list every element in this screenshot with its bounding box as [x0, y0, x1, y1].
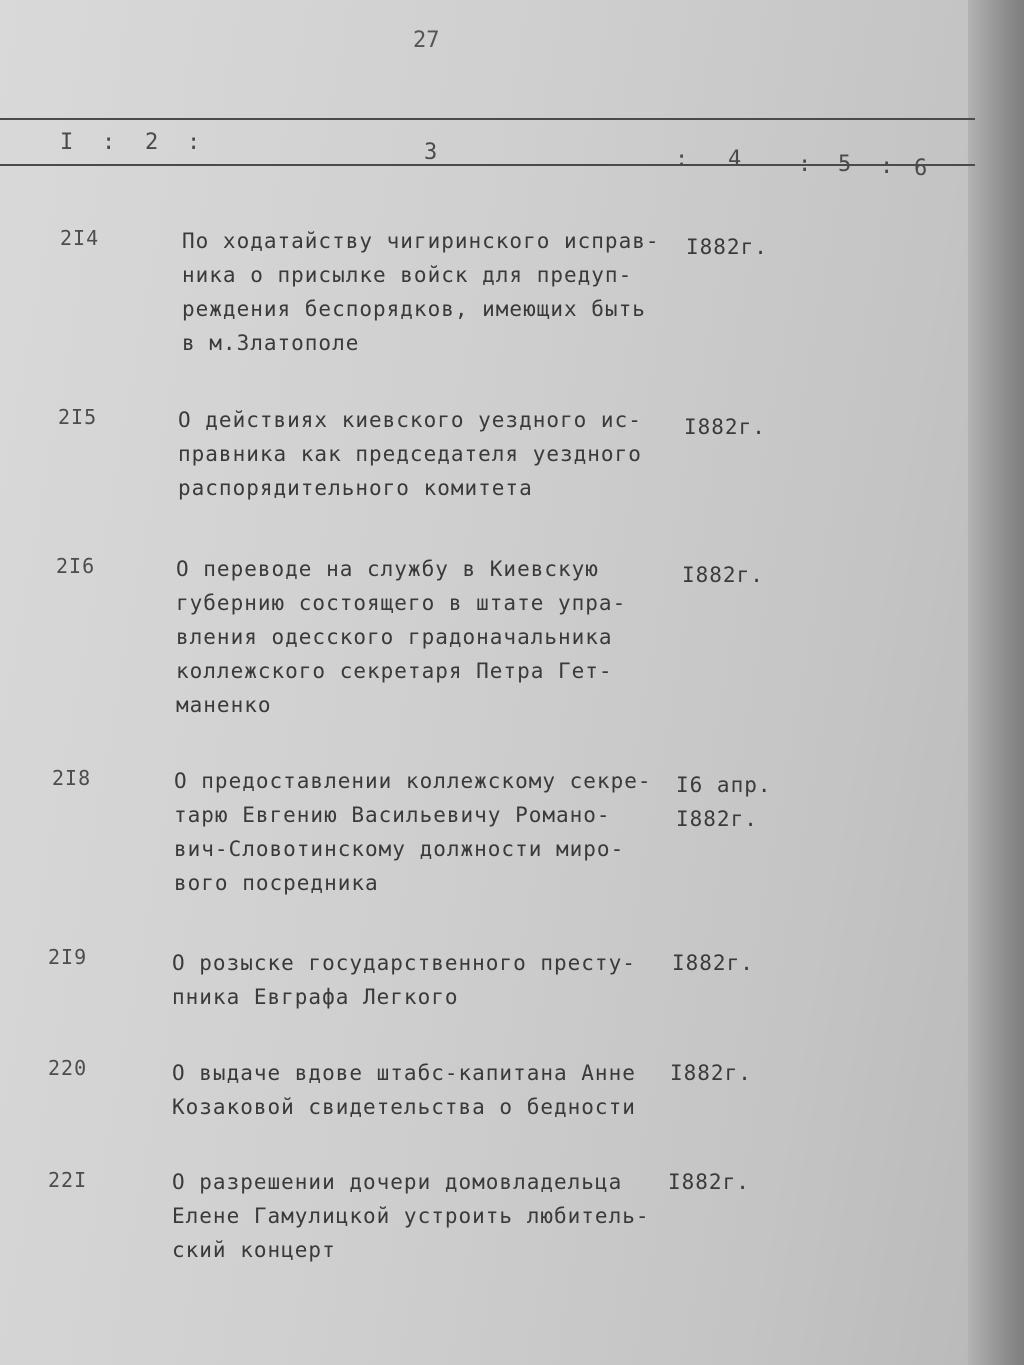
- entry-number: 22I: [48, 1168, 88, 1192]
- entry-date: I6 апр. I882г.: [676, 773, 772, 831]
- entry-number: 220: [48, 1056, 88, 1080]
- entry-number: 2I8: [52, 766, 92, 790]
- entry-number: 2I5: [58, 405, 98, 429]
- column-header-3: 3: [424, 140, 438, 165]
- column-header-6: 6: [914, 156, 928, 181]
- entry-number: 2I6: [56, 554, 96, 578]
- column-header-separator: :: [880, 154, 894, 179]
- entry-number: 2I4: [60, 226, 100, 250]
- entry-title: О разрешении дочери домовладельца Елене Гамулицкой устроить любитель- ский концерт: [172, 1170, 650, 1262]
- entry-title: О переводе на службу в Киевскую губернию состоящего в штате упра- вления одесского градоначальника коллежского секретаря Петра Гет- маненко: [176, 557, 627, 717]
- entry-title: О розыске государственного престу- пника Евграфа Легкого: [172, 951, 636, 1009]
- entry-title: О предоставлении коллежскому секре- тарю Евгению Васильевичу Романо- вич-Словотинскому должности миро- вого посредника: [174, 769, 652, 895]
- entry-date: I882г.: [670, 1061, 752, 1085]
- header-rule-bottom: [0, 164, 975, 166]
- entry-date: I882г.: [672, 951, 754, 975]
- column-header-separator: :: [102, 130, 116, 155]
- entry-title: О выдаче вдове штабс-капитана Анне Козаковой свидетельства о бедности: [172, 1061, 636, 1119]
- entry-number: 2I9: [48, 945, 88, 969]
- column-header-separator: :: [798, 152, 812, 177]
- page-edge: [968, 0, 1024, 1365]
- header-rule-top: [0, 118, 975, 120]
- entry-date: I882г.: [686, 235, 768, 259]
- column-header-5: 5: [838, 152, 852, 177]
- entry-title: О действиях киевского уездного ис- правника как председателя уездного распорядительного комитета: [178, 408, 642, 500]
- column-header-separator: :: [675, 147, 689, 172]
- column-header-1: I: [60, 130, 74, 155]
- entry-title: По ходатайству чигиринского исправ- ника о присылке войск для предуп- реждения беспорядков, имеющих быть в м.Златополе: [182, 229, 660, 355]
- page-number: 27: [413, 28, 440, 53]
- entry-date: I882г.: [668, 1170, 750, 1194]
- entry-date: I882г.: [684, 415, 766, 439]
- column-header-4: 4: [728, 147, 742, 172]
- entry-date: I882г.: [682, 563, 764, 587]
- column-header-separator: :: [187, 130, 201, 155]
- column-header-2: 2: [145, 130, 159, 155]
